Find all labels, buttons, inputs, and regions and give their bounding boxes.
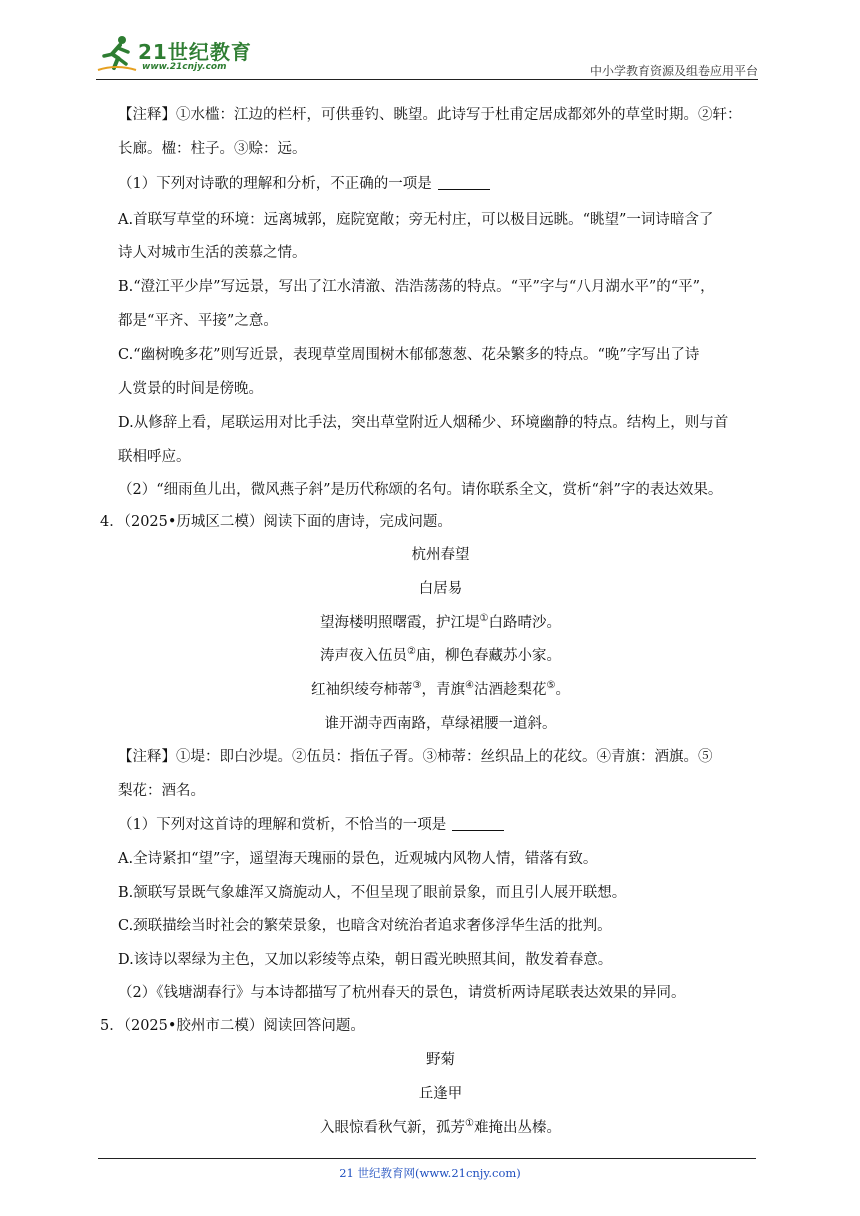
answer-blank bbox=[438, 175, 490, 190]
poem-author: 白居易 bbox=[418, 581, 463, 597]
poem-line bbox=[118, 1117, 763, 1139]
poem-line: 谁开湖寺西南路，草绿裙腰一道斜。 bbox=[324, 716, 557, 732]
option-line: A.全诗紧扣“望”字，遥望海天瑰丽的景色，近观城内风物人情，错落有致。 bbox=[118, 851, 598, 867]
note-marker: ① bbox=[465, 1118, 474, 1129]
option-line: 都是“平齐、平接”之意。 bbox=[118, 313, 278, 329]
logo-url: www.21cnjy.com bbox=[142, 62, 227, 72]
option-line: 人赏景的时间是傍晚。 bbox=[118, 381, 263, 397]
poem-text: 。 bbox=[555, 682, 570, 698]
option-line: B.“澄江平少岸”写远景，写出了江水清澈、浩浩荡荡的特点。“平”字与“八月湖水平”的“平”， bbox=[118, 279, 715, 295]
poem-text: 望海楼明照曙霞，护江堤 bbox=[320, 615, 480, 631]
option-line: A.首联写草堂的环境：远离城郭，庭院宽敞；旁无村庄，可以极目远眺。“眺望”一词诗暗含了 bbox=[118, 212, 714, 228]
note-marker: ③ bbox=[412, 680, 422, 691]
question-stem bbox=[118, 814, 504, 836]
poem-text: 涛声夜入伍员 bbox=[320, 648, 408, 664]
note-line: 【注释】①水槛：江边的栏杆，可供垂钓、眺望。此诗写于杜甫定居成都郊外的草堂时期。②轩： bbox=[118, 107, 742, 123]
note-marker: ① bbox=[479, 613, 489, 624]
header-divider bbox=[96, 79, 758, 80]
note-marker: ⑤ bbox=[546, 680, 556, 691]
runner-logo-icon bbox=[96, 34, 138, 74]
page-footer[interactable]: 21 世纪教育网(www.21cnjy.com) bbox=[339, 1166, 521, 1180]
platform-title: 中小学教育资源及组卷应用平台 bbox=[589, 64, 758, 78]
question-heading: 5．（2025•胶州市二模）阅读回答问题。 bbox=[100, 1018, 365, 1034]
question-heading: 4．（2025•历城区二模）阅读下面的唐诗，完成问题。 bbox=[100, 514, 452, 530]
option-line: D.从修辞上看，尾联运用对比手法，突出草堂附近人烟稀少、环境幽静的特点。结构上，则与首 bbox=[118, 415, 729, 431]
poem-line bbox=[118, 612, 763, 634]
note-line: 长廊。楹：柱子。③赊：远。 bbox=[118, 141, 307, 157]
question-text: （1）下列对这首诗的理解和赏析，不恰当的一项是 bbox=[118, 817, 447, 833]
poem-title: 野菊 bbox=[426, 1052, 455, 1068]
note-marker: ② bbox=[407, 646, 416, 657]
page-header bbox=[96, 28, 758, 78]
question-stem: （2）《钱塘湖春行》与本诗都描写了杭州春天的景色，请赏析两诗尾联表达效果的异同。 bbox=[118, 985, 686, 1001]
answer-blank bbox=[452, 816, 504, 831]
poem-text: 白路晴沙。 bbox=[488, 615, 561, 631]
site-logo bbox=[96, 34, 266, 74]
option-line: B.颔联写景既气象雄浑又旖旎动人，不但呈现了眼前景象，而且引人展开联想。 bbox=[118, 885, 627, 901]
poem-text: ，青旗 bbox=[421, 682, 466, 698]
poem-author: 丘逢甲 bbox=[418, 1086, 463, 1102]
option-line: C.“幽树晚多花”则写近景，表现草堂周围树木郁郁葱葱、花朵繁多的特点。“晚”字写出了诗 bbox=[118, 347, 700, 363]
poem-text: 难掩出丛榛。 bbox=[473, 1120, 561, 1136]
question-stem bbox=[118, 173, 490, 195]
option-line: 联相呼应。 bbox=[118, 449, 191, 465]
option-line: 诗人对城市生活的羡慕之情。 bbox=[118, 245, 307, 261]
question-text: （1）下列对诗歌的理解和分析，不正确的一项是 bbox=[118, 176, 432, 192]
logo-text: 21世纪教育 bbox=[138, 40, 252, 64]
option-line: C.颈联描绘当时社会的繁荣景象，也暗含对统治者追求奢侈浮华生活的批判。 bbox=[118, 918, 612, 934]
poem-text: 红袖织绫夸柿蒂 bbox=[311, 682, 413, 698]
note-line: 梨花：酒名。 bbox=[118, 783, 205, 799]
footer-divider bbox=[98, 1158, 756, 1159]
poem-text: 庙，柳色春藏苏小家。 bbox=[415, 648, 561, 664]
question-stem: （2）“细雨鱼儿出，微风燕子斜”是历代称颂的名句。请你联系全文，赏析“斜”字的表达效果。 bbox=[118, 482, 723, 498]
poem-line bbox=[118, 645, 763, 667]
note-line: 【注释】①堤：即白沙堤。②伍员：指伍子胥。③柿蒂：丝织品上的花纹。④青旗：酒旗。⑤ bbox=[118, 749, 713, 765]
option-line: D.该诗以翠绿为主色，又加以彩绫等点染，朝日霞光映照其间，散发着春意。 bbox=[118, 952, 613, 968]
poem-text: 入眼惊看秋气新，孤芳 bbox=[320, 1120, 466, 1136]
note-marker: ④ bbox=[465, 680, 474, 691]
poem-title: 杭州春望 bbox=[411, 547, 470, 563]
poem-text: 沽酒趁梨花 bbox=[473, 682, 547, 698]
poem-line bbox=[118, 679, 763, 701]
